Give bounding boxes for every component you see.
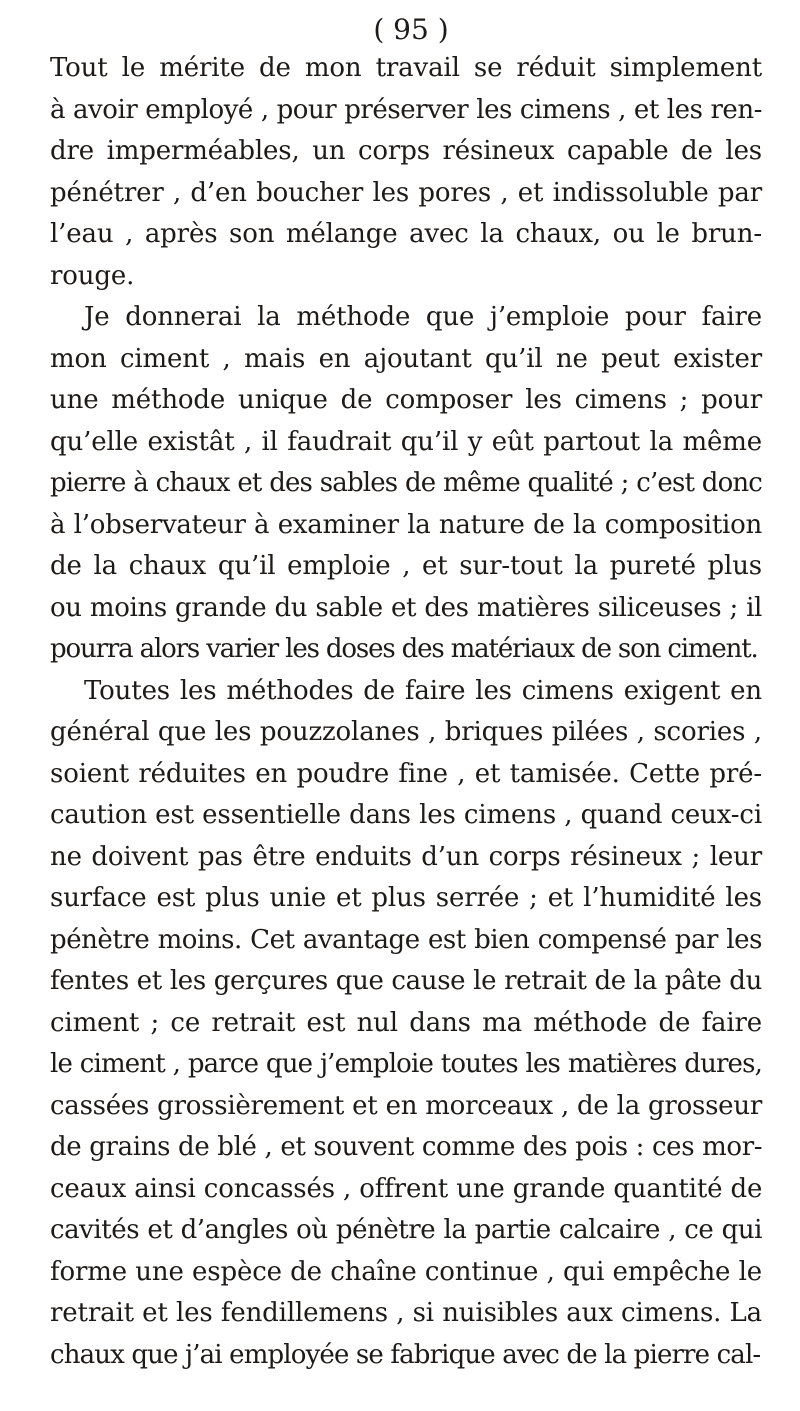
text-line: cassées grossièrement et en morceaux , de la grosseur	[50, 1090, 762, 1121]
text-line: ceaux ainsi concassés , offrent une grande quantité de	[50, 1173, 763, 1204]
text-line: le ciment , parce que j’emploie toutes les matières dures,	[50, 1049, 762, 1079]
text-line: général que les pouzzolanes , briques pilées , scories ,	[50, 717, 762, 747]
text-line: dre imperméables, un corps résineux capable de les	[50, 136, 762, 166]
text-line: à l’observateur à examiner la nature de la composition	[50, 509, 762, 540]
text-line: de grains de blé , et souvent comme des pois : ces mor-	[50, 1132, 763, 1162]
text-line: ciment ; ce retrait est nul dans ma méthode de faire	[50, 1007, 762, 1038]
text-line: rouge.	[50, 260, 135, 291]
paragraph	[50, 48, 762, 297]
page-number: ( 95 )	[373, 13, 449, 46]
text-line: fentes et les gerçures que cause le retrait de la pâte du	[50, 966, 762, 996]
text-line: de la chaux qu’il emploie , et sur-tout la pureté plus	[50, 551, 762, 581]
text-line: Tout le mérite de mon travail se réduit simplement	[50, 53, 762, 83]
text-line: pénétrer , d’en boucher les pores , et indissoluble par	[50, 177, 762, 208]
text-line: pénètre moins. Cet avantage est bien compensé par les	[50, 924, 762, 955]
text-line: retrait et les fendillemens , si nuisibles aux cimens. La	[50, 1298, 762, 1328]
text-line: ne doivent pas être enduits d’un corps résineux ; leur	[50, 841, 762, 872]
text-line: forme une espèce de chaîne continue , qui empêche le	[50, 1256, 762, 1287]
paragraph	[50, 297, 762, 671]
text-line: ou moins grande du sable et des matières siliceuses ; il	[50, 592, 762, 623]
text-line: à avoir employé , pour préserver les cimens , et les ren-	[50, 94, 762, 125]
text-line: chaux que j’ai employée se fabrique avec de la pierre cal-	[50, 1339, 761, 1370]
text-line: Je donnerai la méthode que j’emploie pour faire	[84, 302, 762, 332]
text-line: soient réduites en poudre fine , et tamisée. Cette pré-	[50, 758, 762, 789]
text-line: mon ciment , mais en ajoutant qu’il ne peut exister	[50, 343, 762, 374]
text-line: une méthode unique de composer les cimens ; pour	[50, 385, 762, 415]
text-line: surface est plus unie et plus serrée ; et l’humidité les	[50, 883, 762, 913]
text-line: cavités et d’angles où pénètre la partie calcaire , ce qui	[50, 1215, 762, 1245]
text-line: caution est essentielle dans les cimens , quand ceux-ci	[50, 800, 762, 830]
paragraph	[50, 671, 762, 1377]
text-line: qu’elle existât , il faudrait qu’il y eût partout la même	[50, 426, 762, 457]
text-line: pierre à chaux et des sables de même qualité ; c’est donc	[50, 468, 762, 498]
text-line: pourra alors varier les doses des matériaux de son ciment.	[50, 634, 758, 664]
text-line: Toutes les méthodes de faire les cimens exigent en	[84, 675, 762, 706]
body-text	[50, 48, 762, 1376]
text-line: l’eau , après son mélange avec la chaux, ou le brun-	[50, 219, 762, 249]
